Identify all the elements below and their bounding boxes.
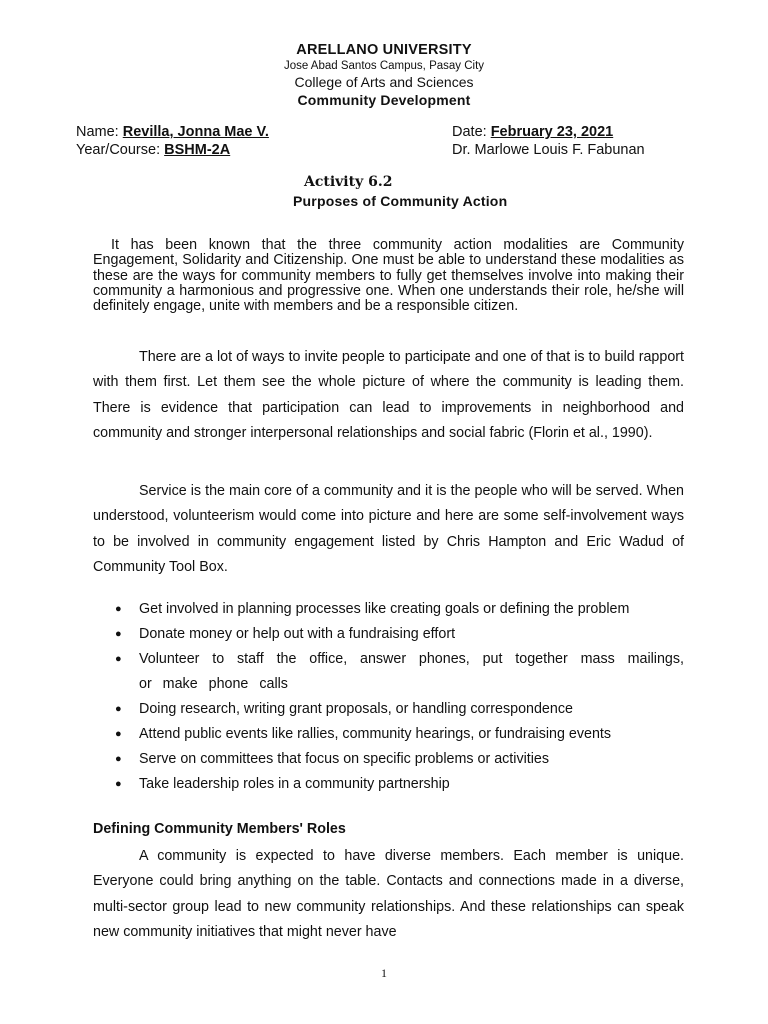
list-item-text: Volunteer to staff the office, answer phones, put together mass mailings, or make phone calls	[139, 651, 684, 692]
list-item	[93, 772, 684, 797]
page-number: 1	[381, 966, 387, 980]
paragraph-service: Service is the main core of a community and it is the people who will be served. When understood, volunteerism would come into picture and here are some self-involvement ways to be involved in community engagement listed by Chris Hampton and Eric Wadud of Community Tool Box.	[93, 483, 684, 575]
section-heading: Defining Community Members' Roles	[93, 821, 346, 837]
activity-number: Activity 6.2	[304, 174, 393, 190]
bullet-icon: ●	[115, 653, 122, 665]
college-name: College of Arts and Sciences	[294, 74, 474, 90]
list-item	[93, 622, 684, 647]
bullet-icon: ●	[115, 753, 122, 765]
list-item-text: Doing research, writing grant proposals, or handling correspondence	[139, 701, 573, 717]
paragraph-intro: It has been known that the three community action modalities are Community Engagement, Solidarity and Citizenship. One must be able to understand these modalities as these are the ways for community members to fully get themselves involve into making their community a harmonious and progressive one. When one understands their role, he/she will definitely engage, unite with members and be a responsible citizen.	[93, 237, 684, 315]
list-item	[93, 747, 684, 772]
list-item	[93, 722, 684, 747]
date-label: Date:	[452, 124, 491, 140]
year-course-line	[76, 142, 230, 158]
name-label: Name:	[76, 124, 123, 140]
paragraph-roles: A community is expected to have diverse members. Each member is unique. Everyone could bring anything on the table. Contacts and connections made in a diverse, multi-sector group lead to new community relationships. And these relationships can speak new community initiatives that might never have	[93, 848, 684, 940]
involvement-list	[93, 597, 684, 797]
list-item-text: Donate money or help out with a fundraising effort	[139, 626, 456, 642]
bullet-icon: ●	[115, 603, 122, 615]
list-item-text: Serve on committees that focus on specific problems or activities	[139, 751, 550, 767]
year-course-value: BSHM-2A	[164, 142, 231, 158]
date-value: February 23, 2021	[490, 124, 614, 140]
bullet-icon: ●	[115, 628, 122, 640]
bullet-icon: ●	[115, 728, 122, 740]
year-course-label: Year/Course:	[76, 142, 165, 158]
campus-name: Jose Abad Santos Campus, Pasay City	[283, 60, 485, 72]
university-name: ARELLANO UNIVERSITY	[296, 42, 472, 58]
list-item-text: Take leadership roles in a community partnership	[139, 776, 450, 792]
professor-name: Dr. Marlowe Louis F. Fabunan	[452, 142, 645, 158]
bullet-icon: ●	[115, 778, 122, 790]
activity-title: Purposes of Community Action	[293, 193, 508, 209]
list-item	[93, 697, 684, 722]
student-name-line	[76, 124, 269, 140]
list-item-text: Attend public events like rallies, community hearings, or fundraising events	[139, 726, 612, 742]
paragraph-participation: There are a lot of ways to invite people to participate and one of that is to build rapport with them first. Let them see the whole picture of where the community is leading them. There is evidence that participation can lead to improvements in neighborhood and community and stronger interpersonal relationships and social fabric (Florin et al., 1990).	[93, 349, 684, 441]
department-name: Community Development	[297, 92, 471, 108]
list-item-text: Get involved in planning processes like creating goals or defining the problem	[139, 601, 630, 617]
date-line	[452, 124, 613, 140]
list-item	[93, 647, 684, 697]
bullet-icon: ●	[115, 703, 122, 715]
name-value: Revilla, Jonna Mae V.	[122, 124, 269, 140]
list-item	[93, 597, 684, 622]
